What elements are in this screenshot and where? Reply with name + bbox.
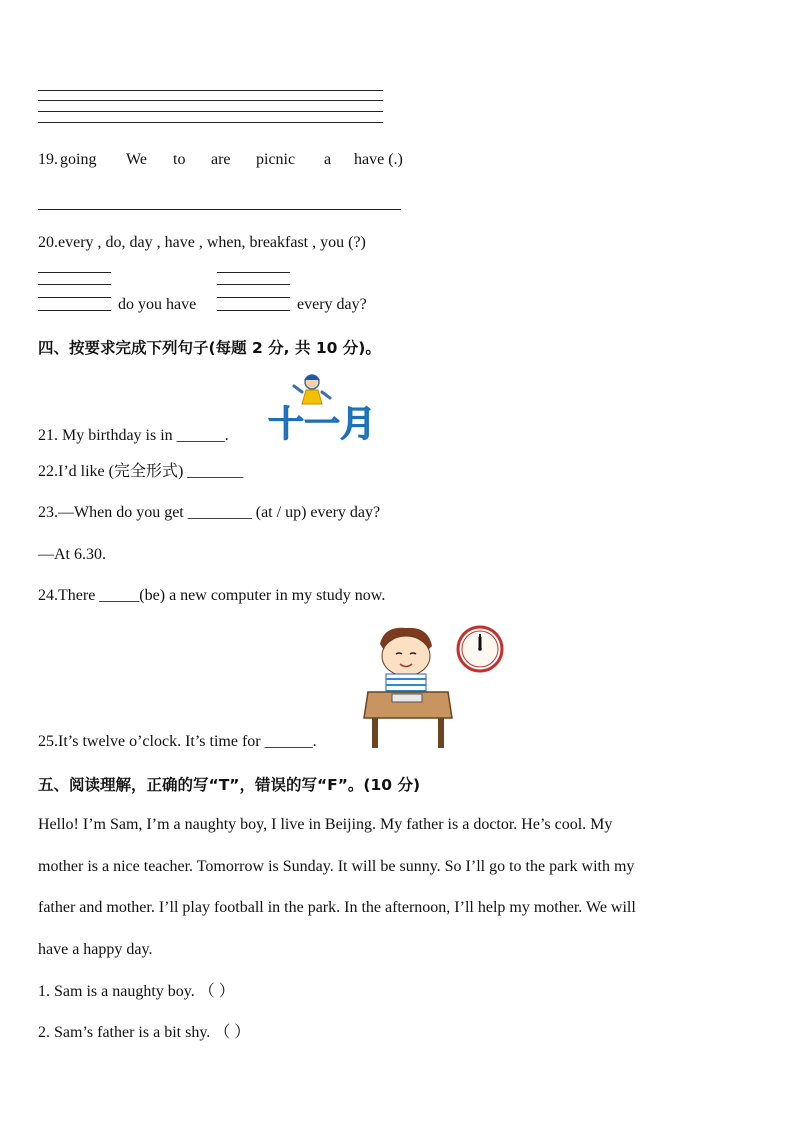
q22-text: 22.I’d like (完全形式) _______: [38, 463, 244, 480]
q19-word: a: [324, 151, 332, 168]
reading-question: 1. Sam is a naughty boy. （ ）: [38, 983, 235, 1000]
passage-line: have a happy day.: [38, 941, 153, 958]
answer-line: [38, 122, 383, 123]
q25-text: 25.It’s twelve o’clock. It’s time for ______.: [38, 733, 317, 750]
q20-blank-line: [217, 297, 290, 298]
q19-word: are: [211, 151, 231, 168]
q20-blank-line: [38, 272, 111, 273]
november-picture: [266, 370, 377, 445]
q19-word: going: [60, 151, 97, 168]
q19-word: to: [173, 151, 186, 168]
q20-end-text: every day?: [297, 296, 367, 313]
q19-word: We: [126, 151, 147, 168]
q20-blank-line: [217, 310, 290, 311]
q23-question: 23.—When do you get ________ (at / up) every day?: [38, 504, 381, 521]
passage-line: Hello! I’m Sam, I’m a naughty boy, I live in Beijing. My father is a doctor. He’s cool. My: [38, 816, 613, 833]
month-image-caption: 十一月: [268, 404, 377, 445]
q20-blank-line: [38, 297, 111, 298]
section5-heading: 五、阅读理解，正确的写“T”，错误的写“F”。(10 分): [38, 776, 421, 794]
q20-prompt: 20.every , do, day , have , when, breakfast , you (?): [38, 234, 366, 251]
section4-heading: 四、按要求完成下列句子(每题 2 分, 共 10 分)。: [38, 339, 381, 357]
q24-text: 24.There _____(be) a new computer in my study now.: [38, 587, 386, 604]
q23-answer: —At 6.30.: [38, 546, 106, 563]
q19-number: 19.: [38, 151, 58, 168]
q20-blank-line: [217, 272, 290, 273]
q21-text: 21. My birthday is in ______.: [38, 427, 229, 444]
answer-line: [38, 111, 383, 112]
q19-answer-line: [38, 209, 401, 210]
boy-eating-picture: [362, 622, 457, 750]
answer-line: [38, 90, 383, 91]
answer-line: [38, 100, 383, 101]
passage-line: mother is a nice teacher. Tomorrow is Sunday. It will be sunny. So I’ll go to the park with my: [38, 858, 635, 875]
clock-picture: [456, 625, 504, 673]
q20-blank-line: [217, 284, 290, 285]
q20-mid-text: do you have: [118, 296, 197, 313]
q19-word: have (.): [354, 151, 403, 168]
passage-line: father and mother. I’ll play football in the park. In the afternoon, I’ll help my mother. We will: [38, 899, 636, 916]
q20-blank-line: [38, 310, 111, 311]
reading-question: 2. Sam’s father is a bit shy. （ ）: [38, 1024, 251, 1041]
q19-word: picnic: [256, 151, 296, 168]
q20-blank-line: [38, 284, 111, 285]
